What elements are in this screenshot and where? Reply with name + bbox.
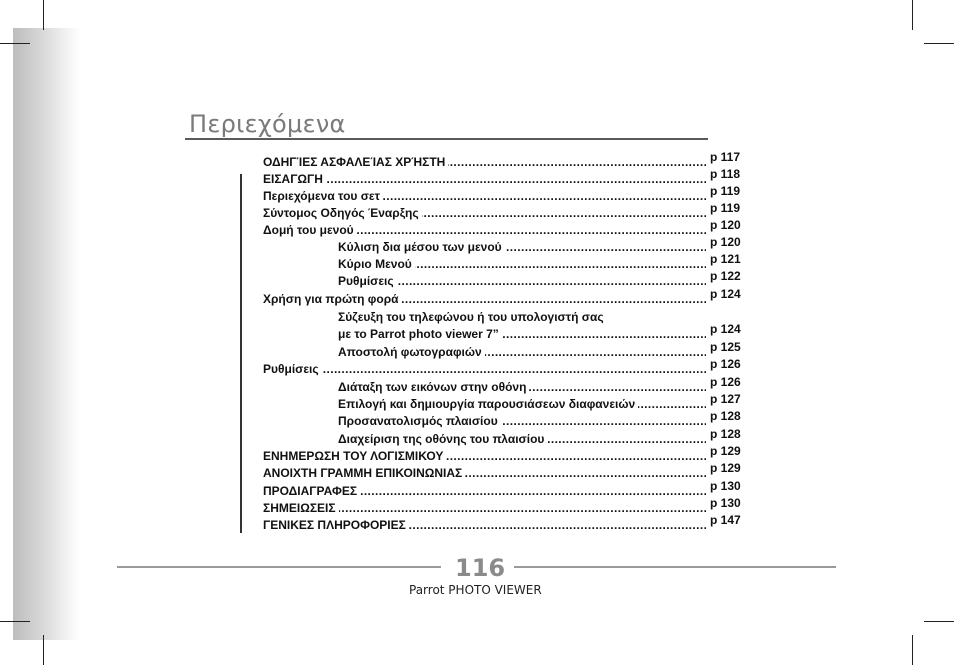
page-title: Περιεχόμενα bbox=[189, 110, 346, 138]
toc-page-ref: p 117 bbox=[710, 150, 741, 164]
footer-product-name: Parrot PHOTO VIEWER bbox=[409, 583, 542, 597]
toc-page-ref: p 119 bbox=[710, 201, 741, 215]
toc-page-ref: p 124 bbox=[710, 287, 741, 301]
toc-entry[interactable]: Περιεχόμενα του σετ ..... p 119 bbox=[263, 189, 748, 207]
toc-page-ref: p 120 bbox=[710, 218, 741, 232]
crop-mark bbox=[43, 635, 44, 665]
footer-rule-right bbox=[514, 566, 836, 568]
toc-subentry[interactable]: Ρυθμίσεις ..... p 122 bbox=[338, 274, 748, 292]
crop-mark bbox=[924, 621, 954, 622]
toc-page-ref: p 120 bbox=[710, 235, 741, 249]
toc-page-ref: p 128 bbox=[710, 427, 741, 441]
crop-mark bbox=[912, 635, 913, 665]
toc-page-ref: p 125 bbox=[710, 340, 741, 354]
toc-page-ref: p 121 bbox=[710, 252, 741, 266]
toc-subentry[interactable]: Διάταξη των εικόνων στην οθόνη ..... p 126 bbox=[338, 380, 748, 398]
toc-page-ref: p 124 bbox=[710, 322, 741, 336]
toc-side-rule bbox=[240, 174, 242, 533]
toc-entry[interactable]: Χρήση για πρώτη φορά ..... p 124 bbox=[263, 292, 748, 310]
crop-mark bbox=[912, 0, 913, 30]
toc-entry[interactable]: Δομή του μενού ..... p 120 bbox=[263, 223, 748, 241]
toc-subentry[interactable]: Επιλογή και δημιουργία παρουσιάσεων διαφανειών ..... p 127 bbox=[338, 397, 748, 415]
toc-subentry[interactable]: με το Parrot photo viewer 7” ..... p 124 bbox=[338, 327, 748, 345]
toc-page-ref: p 130 bbox=[710, 496, 741, 510]
toc-entry[interactable]: ΟΔΗΓΊΕΣ ΑΣΦΑΛΕΊΑΣ ΧΡΉΣΤΗ ..... p 117 bbox=[263, 155, 748, 173]
toc-entry[interactable]: ΠΡΟΔΙΑΓΡΑΦΕΣ ..... p 130 bbox=[263, 484, 748, 502]
toc-page-ref: p 118 bbox=[710, 167, 741, 181]
toc-entry[interactable]: Ρυθμίσεις ..... p 126 bbox=[263, 362, 748, 380]
toc-entry[interactable]: ΣΗΜΕΙΩΣΕΙΣ ..... p 130 bbox=[263, 501, 748, 519]
toc-page-ref: p 127 bbox=[710, 392, 741, 406]
footer-rule-left bbox=[117, 566, 441, 568]
toc-page-ref: p 130 bbox=[710, 479, 741, 493]
toc-entry[interactable]: ΕΙΣΑΓΩΓΗ ..... p 118 bbox=[263, 172, 748, 190]
toc-subentry[interactable]: Διαχείριση της οθόνης του πλαισίου ..... p 128 bbox=[338, 432, 748, 450]
toc-entry[interactable]: Σύντομος Οδηγός Έναρξης ..... p 119 bbox=[263, 206, 748, 224]
crop-mark bbox=[924, 43, 954, 44]
toc-entry[interactable]: ΑΝΟΙΧΤΗ ΓΡΑΜΜΗ ΕΠΙΚΟΙΝΩΝΙΑΣ ..... p 129 bbox=[263, 466, 748, 484]
toc-page-ref: p 122 bbox=[710, 269, 741, 283]
toc-subentry[interactable]: Κύριο Μενού ..... p 121 bbox=[338, 257, 748, 275]
toc-page-ref: p 126 bbox=[710, 357, 741, 371]
toc-page-ref: p 129 bbox=[710, 461, 741, 475]
page-number: 116 bbox=[455, 554, 506, 582]
toc-entry[interactable]: ΓΕΝΙΚΕΣ ΠΛΗΡΟΦΟΡΙΕΣ ..... p 147 bbox=[263, 518, 748, 536]
crop-mark bbox=[43, 0, 44, 30]
toc-entry[interactable]: ΕΝΗΜΕΡΩΣΗ ΤΟΥ ΛΟΓΙΣΜΙΚΟΥ ..... p 129 bbox=[263, 449, 748, 467]
toc-page-ref: p 128 bbox=[710, 409, 741, 423]
toc-subentry[interactable]: Προσανατολισμός πλαισίου ..... p 128 bbox=[338, 414, 748, 432]
toc-page-ref: p 126 bbox=[710, 375, 741, 389]
toc-subentry[interactable]: Κύλιση δια μέσου των μενού ..... p 120 bbox=[338, 240, 748, 258]
toc-page-ref: p 119 bbox=[710, 184, 741, 198]
page-edge-gradient bbox=[13, 28, 81, 640]
toc-page-ref: p 129 bbox=[710, 444, 741, 458]
crop-mark bbox=[0, 621, 30, 622]
crop-mark bbox=[0, 43, 30, 44]
toc-subentry[interactable]: Αποστολή φωτογραφιών ..... p 125 bbox=[338, 345, 748, 363]
toc-page-ref: p 147 bbox=[710, 513, 741, 527]
toc-subentry-first-line: Σύζευξη του τηλεφώνου ή του υπολογιστή σας bbox=[338, 310, 604, 324]
title-underline bbox=[185, 138, 708, 140]
